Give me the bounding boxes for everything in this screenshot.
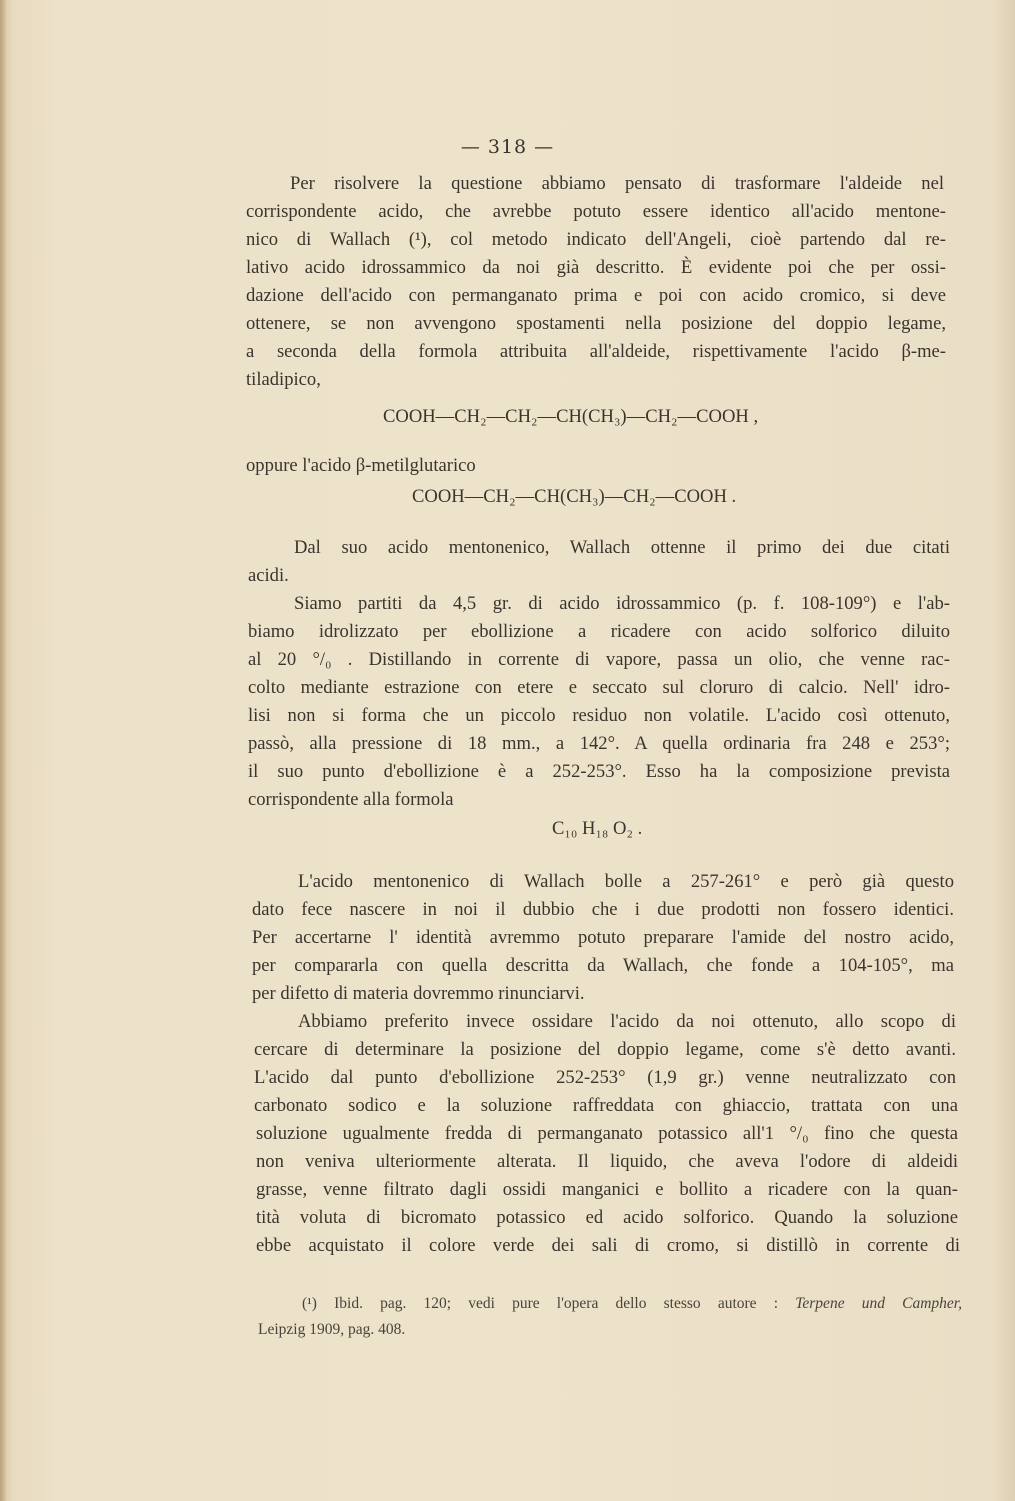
formula-molecular: C₁₀ H₁₈ O₂ . (552, 818, 643, 839)
text-line: per compararla con quella descritta da Wallach, che fonde a 104-105°, ma (252, 955, 954, 976)
text-line: corrispondente acido, che avrebbe potuto essere identico all'acido mentone- (246, 201, 946, 222)
footnote-book-title: Terpene und Campher, (795, 1295, 962, 1312)
footnote-text: (¹) Ibid. pag. 120; vedi pure l'opera dello stesso autore : (302, 1295, 779, 1312)
footnote-line: Leipzig 1909, pag. 408. (258, 1321, 406, 1338)
text-line: per difetto di materia dovremmo rinunciarvi. (252, 983, 585, 1004)
text-line: dato fece nascere in noi il dubbio che i due prodotti non fossero identici. (252, 899, 954, 920)
text-line: carbonato sodico e la soluzione raffreddata con ghiaccio, trattata con una (254, 1095, 958, 1116)
text-line: Per accertarne l' identità avremmo potuto preparare l'amide del nostro acido, (252, 927, 954, 948)
text-line: lisi non si forma che un piccolo residuo non volatile. L'acido così ottenuto, (248, 705, 950, 726)
text-line: ebbe acquistato il colore verde dei sali di cromo, si distillò in corrente di (256, 1235, 960, 1256)
text-line: Abbiamo preferito invece ossidare l'acido da noi ottenuto, allo scopo di (298, 1011, 956, 1032)
text-line: non veniva ulteriormente alterata. Il liquido, che aveva l'odore di aldeidi (256, 1151, 958, 1172)
text-line: il suo punto d'ebollizione è a 252-253°. Esso ha la composizione prevista (248, 761, 950, 782)
formula-methyladipic: COOH—CH₂—CH₂—CH(CH₃)—CH₂—COOH , (383, 406, 759, 427)
formula-methylglutaric: COOH—CH₂—CH(CH₃)—CH₂—COOH . (412, 486, 737, 507)
text-line: acidi. (248, 565, 289, 586)
text-line: nico di Wallach (¹), col metodo indicato dell'Angeli, cioè partendo dal re- (246, 229, 946, 250)
text-line: tità voluta di bicromato potassico ed acido solforico. Quando la soluzione (256, 1207, 958, 1228)
text-line: Siamo partiti da 4,5 gr. di acido idrossammico (p. f. 108-109°) e l'ab- (294, 593, 950, 614)
text-line: lativo acido idrossammico da noi già descritto. È evidente poi che per ossi- (246, 257, 946, 278)
text-line: oppure l'acido β-metilglutarico (246, 455, 476, 476)
page-edge (0, 0, 6, 1501)
text-line: cercare di determinare la posizione del doppio legame, come s'è detto avanti. (254, 1039, 956, 1060)
page-header: — 318 — (460, 136, 555, 158)
text-line: Dal suo acido mentonenico, Wallach ottenne il primo dei due citati (294, 537, 950, 558)
text-line: biamo idrolizzato per ebollizione a ricadere con acido solforico diluito (248, 621, 950, 642)
text-line: a seconda della formola attribuita all'aldeide, rispettivamente l'acido β-me- (246, 341, 946, 362)
text-line: L'acido mentonenico di Wallach bolle a 257-261° e però già questo (298, 871, 954, 892)
text-line: grasse, venne filtrato dagli ossidi manganici e bollito a ricadere con la quan- (256, 1179, 958, 1200)
text-line: Per risolvere la questione abbiamo pensato di trasformare l'aldeide nel (290, 173, 944, 194)
text-line: tiladipico, (246, 369, 321, 390)
text-line: al 20 °/₀ . Distillando in corrente di vapore, passa un olio, che venne rac- (248, 649, 950, 670)
text-line: L'acido dal punto d'ebollizione 252-253° (1,9 gr.) venne neutralizzato con (254, 1067, 956, 1088)
text-line: ottenere, se non avvengono spostamenti nella posizione del doppio legame, (246, 313, 946, 334)
text-line: dazione dell'acido con permanganato prima e poi con acido cromico, si deve (246, 285, 946, 306)
text-line: soluzione ugualmente fredda di permanganato potassico all'1 °/₀ fino che questa (256, 1123, 958, 1144)
footnote-line (302, 1292, 962, 1316)
text-line: colto mediante estrazione con etere e seccato sul cloruro di calcio. Nell' idro- (248, 677, 950, 698)
text-line: passò, alla pressione di 18 mm., a 142°. A quella ordinaria fra 248 e 253°; (248, 733, 950, 754)
text-line: corrispondente alla formola (248, 789, 454, 810)
